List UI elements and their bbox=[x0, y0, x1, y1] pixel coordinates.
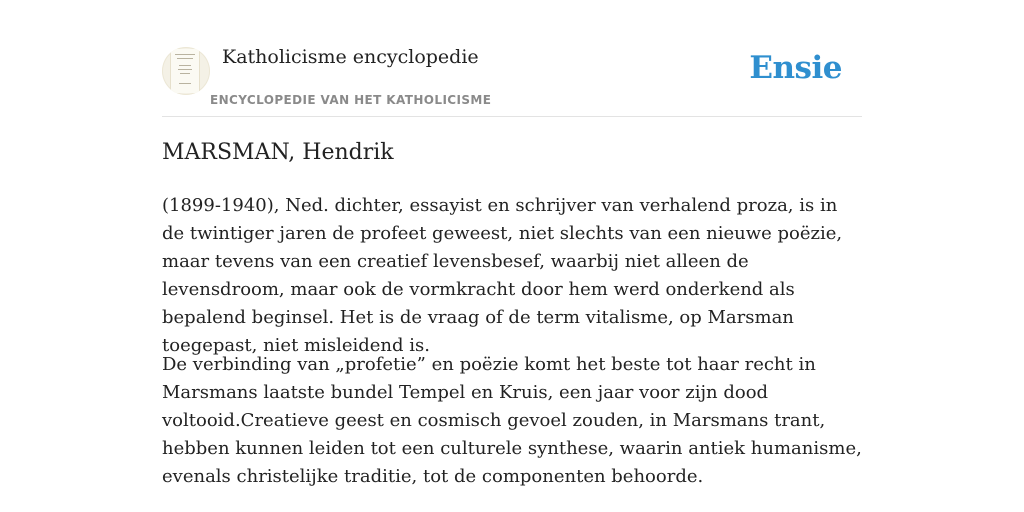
site-subtitle: ENCYCLOPEDIE VAN HET KATHOLICISME bbox=[210, 93, 492, 107]
article-paragraph-2: De verbinding van „profetie” en poëzie komt het beste tot haar recht in Marsmans laatste bundel Tempel en Kruis, een jaar voor zijn dood voltooid.Creatieve geest en cosmisch gevoel zouden, in Marsmans trant, hebben kunnen leiden tot een culturele synthese, waarin antiek humanisme, evenals christelijke traditie, tot de componenten behoorde. bbox=[162, 354, 862, 487]
article-title: MARSMAN, Hendrik bbox=[162, 140, 394, 165]
site-title-link[interactable]: Katholicisme encyclopedie bbox=[222, 46, 479, 68]
ensie-logo-link[interactable]: Ensie bbox=[749, 50, 842, 86]
encyclopedia-cover-thumbnail[interactable] bbox=[162, 47, 210, 95]
article-paragraph-1: (1899-1940), Ned. dichter, essayist en schrijver van verhalend proza, is in de twintiger jaren de profeet geweest, niet slechts van een nieuwe poëzie, maar tevens van een creatief levensbesef, waarbij niet alleen de levensdroom, maar ook de vormkracht door hem werd onderkend als bepalend beginsel. Het is de vraag of de term vitalisme, op Marsman toegepast, niet misleidend is. bbox=[162, 195, 843, 356]
cover-page bbox=[170, 49, 200, 93]
site-header bbox=[162, 40, 862, 117]
